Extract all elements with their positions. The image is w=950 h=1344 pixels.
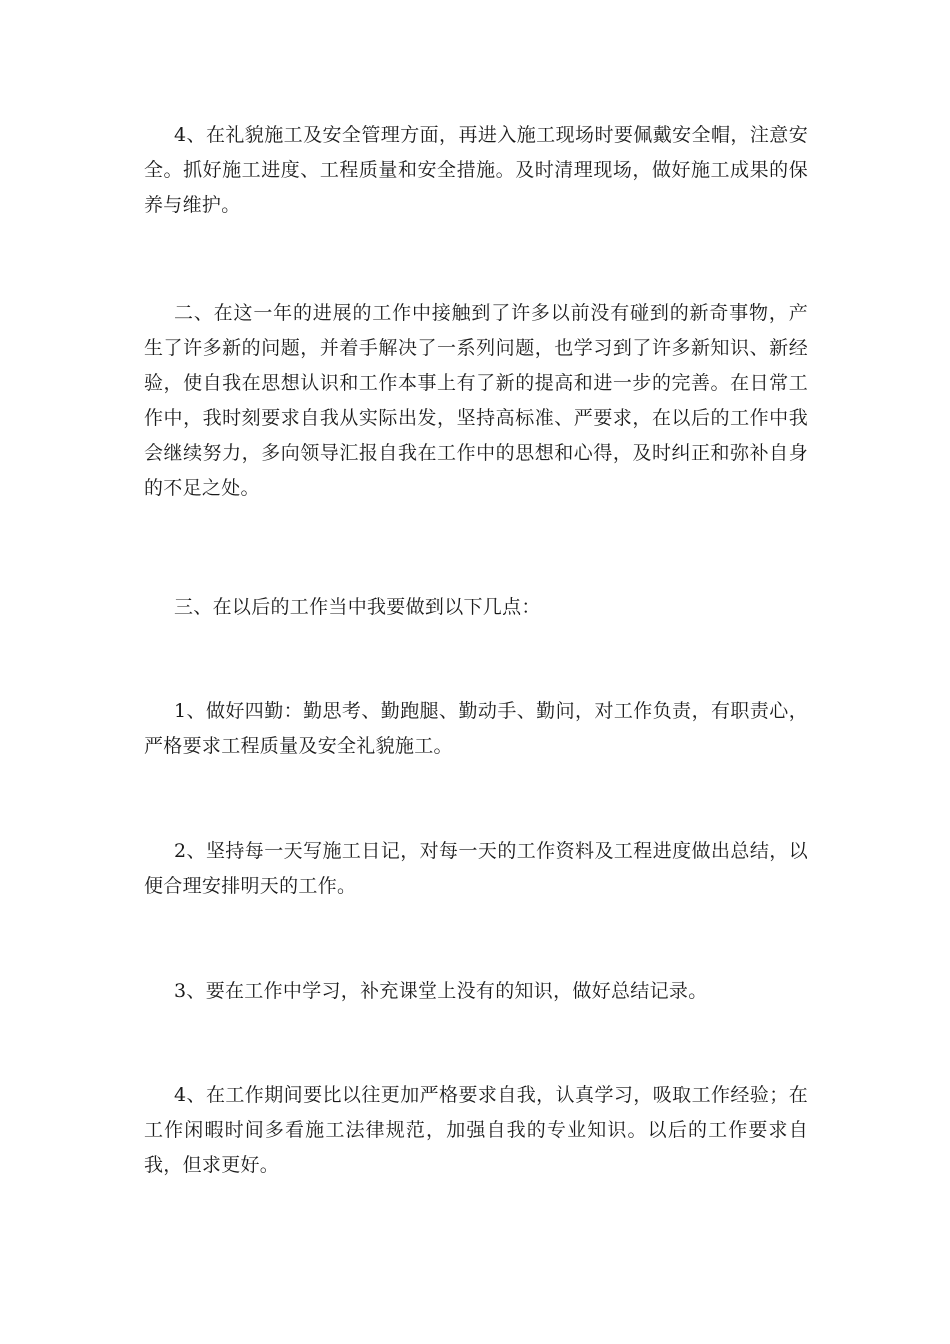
paragraph-section-two: 二、在这一年的进展的工作中接触到了许多以前没有碰到的新奇事物，产生了许多新的问题，并着手解决了一系列问题，也学习到了许多新知识、新经验，使自我在思想认识和工作本事上有了新的提高和进一步的完善。在日常工作中，我时刻要求自我从实际出发，坚持高标准、严要求，在以后的工作中我会继续努力，多向领导汇报自我在工作中的思想和心得，及时纠正和弥补自身的不足之处。 (144, 302, 808, 499)
paragraph-safety-management: 4、在礼貌施工及安全管理方面，再进入施工现场时要佩戴安全帽，注意安全。抓好施工进度、工程质量和安全措施。及时清理现场，做好施工成果的保养与维护。 (144, 124, 808, 216)
paragraph-item-2: 2、坚持每一天写施工日记，对每一天的工作资料及工程进度做出总结，以便合理安排明天的工作。 (144, 840, 808, 897)
paragraph-item-3: 3、要在工作中学习，补充课堂上没有的知识，做好总结记录。 (174, 980, 708, 1002)
paragraph-item-1: 1、做好四勤：勤思考、勤跑腿、勤动手、勤问，对工作负责，有职责心，严格要求工程质量及安全礼貌施工。 (144, 700, 808, 757)
paragraph-section-three-heading: 三、在以后的工作当中我要做到以下几点： (174, 596, 541, 618)
paragraph-item-4: 4、在工作期间要比以往更加严格要求自我，认真学习，吸取工作经验；在工作闲暇时间多看施工法律规范，加强自我的专业知识。以后的工作要求自我，但求更好。 (144, 1084, 808, 1176)
